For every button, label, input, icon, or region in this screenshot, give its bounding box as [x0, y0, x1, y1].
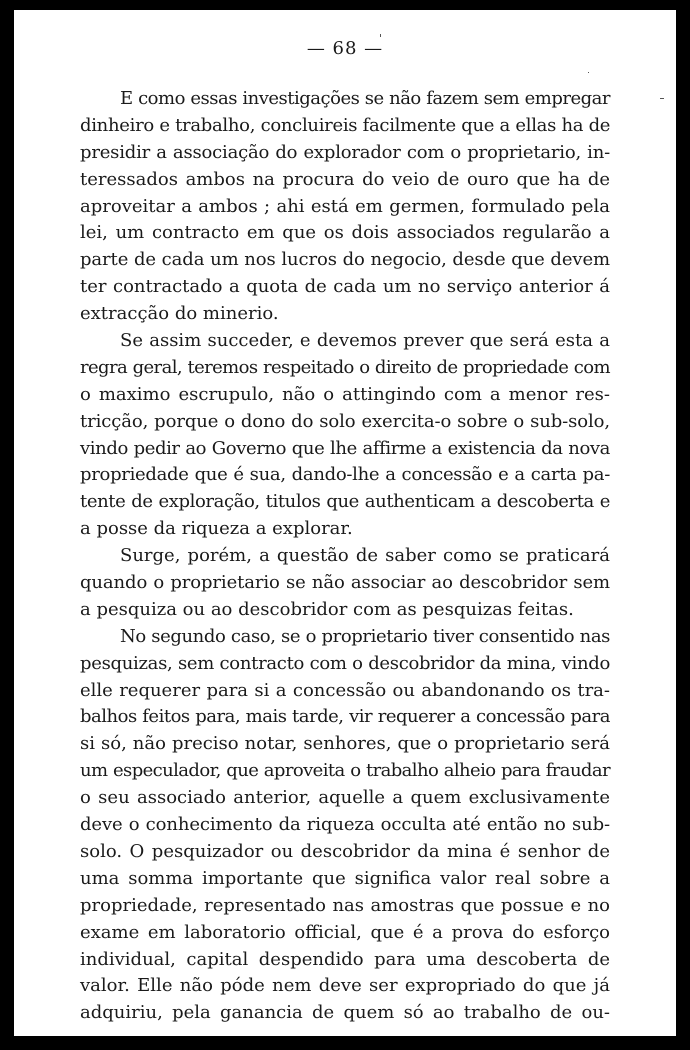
- text-line: teressados ambos na procura do veio de ouro que ha de: [80, 168, 610, 190]
- paragraph-2: [80, 328, 610, 543]
- text-line: parte de cada um nos lucros do negocio, desde que devem: [80, 249, 610, 271]
- text-line: solo. O pesquizador ou descobridor da mina é senhor de: [80, 840, 610, 862]
- text-line: regra geral, teremos respeitado o direito de propriedade com: [80, 356, 610, 378]
- book-page: [14, 10, 676, 1036]
- text-line: o seu associado anterior, aquelle a quem exclusivamente: [80, 787, 610, 809]
- text-line: deve o conhecimento da riqueza occulta até então no sub-: [80, 814, 610, 836]
- text-line: quando o proprietario se não associar ao descobridor sem: [80, 572, 610, 594]
- text-line: balhos feitos para, mais tarde, vir requerer a concessão para: [80, 706, 610, 728]
- text-line: Se assim succeder, e devemos prever que será esta a: [120, 330, 610, 352]
- text-line: valor. Elle não póde nem deve ser expropriado do que já: [80, 975, 610, 997]
- text-line: No segundo caso, se o proprietario tiver consentido nas: [120, 625, 610, 647]
- text-line: presidir a associação do explorador com o proprietario, in-: [80, 141, 610, 163]
- scan-speck: [588, 72, 589, 73]
- body-text: [80, 86, 610, 1027]
- page-number: — 68 —: [306, 38, 384, 59]
- text-line: dinheiro e trabalho, concluireis facilmente que a ellas ha de: [80, 114, 611, 136]
- text-line: extracção do minerio.: [80, 303, 279, 325]
- text-line: um especulador, que aproveita o trabalho alheio para fraudar: [80, 760, 610, 782]
- text-line: ter contractado a quota de cada um no serviço anterior á: [80, 276, 610, 298]
- text-line: propriedade que é sua, dando-lhe a concessão e a carta pa-: [80, 464, 610, 486]
- text-line: propriedade, representado nas amostras que possue e no: [80, 894, 610, 916]
- scan-speck: [660, 98, 664, 99]
- text-line: Surge, porém, a questão de saber como se praticará: [120, 545, 610, 567]
- text-line: individual, capital despendido para uma descoberta de: [80, 948, 610, 970]
- text-line: si só, não preciso notar, senhores, que o proprietario será: [80, 733, 610, 755]
- scan-speck: [380, 34, 381, 37]
- text-line: lei, um contracto em que os dois associados regularão a: [80, 222, 610, 244]
- text-line: a pesquiza ou ao descobridor com as pesquizas feitas.: [80, 598, 574, 620]
- text-line: pesquizas, sem contracto com o descobridor da mina, vindo: [80, 652, 610, 674]
- paragraph-4: [80, 624, 610, 1027]
- text-line: elle requerer para si a concessão ou abandonando os tra-: [80, 679, 610, 701]
- text-line: E como essas investigações se não fazem sem empregar: [120, 88, 610, 109]
- text-line: aproveitar a ambos ; ahi está em germen, formulado pela: [80, 195, 610, 217]
- text-line: o maximo escrupulo, não o attingindo com a menor res-: [80, 383, 610, 405]
- paragraph-1: [80, 86, 610, 328]
- text-line: uma somma importante que significa valor real sobre a: [80, 867, 610, 889]
- text-line: adquiriu, pela ganancia de quem só ao trabalho de ou-: [80, 1002, 610, 1024]
- text-line: vindo pedir ao Governo que lhe affirme a existencia da nova: [80, 437, 610, 459]
- text-line: tricção, porque o dono do solo exercita-o sobre o sub-solo,: [80, 410, 610, 432]
- text-line: tente de exploração, titulos que authenticam a descoberta e: [80, 491, 610, 513]
- text-line: a posse da riqueza a explorar.: [80, 518, 353, 540]
- paragraph-3: [80, 543, 610, 624]
- text-line: exame em laboratorio official, que é a prova do esforço: [80, 921, 610, 943]
